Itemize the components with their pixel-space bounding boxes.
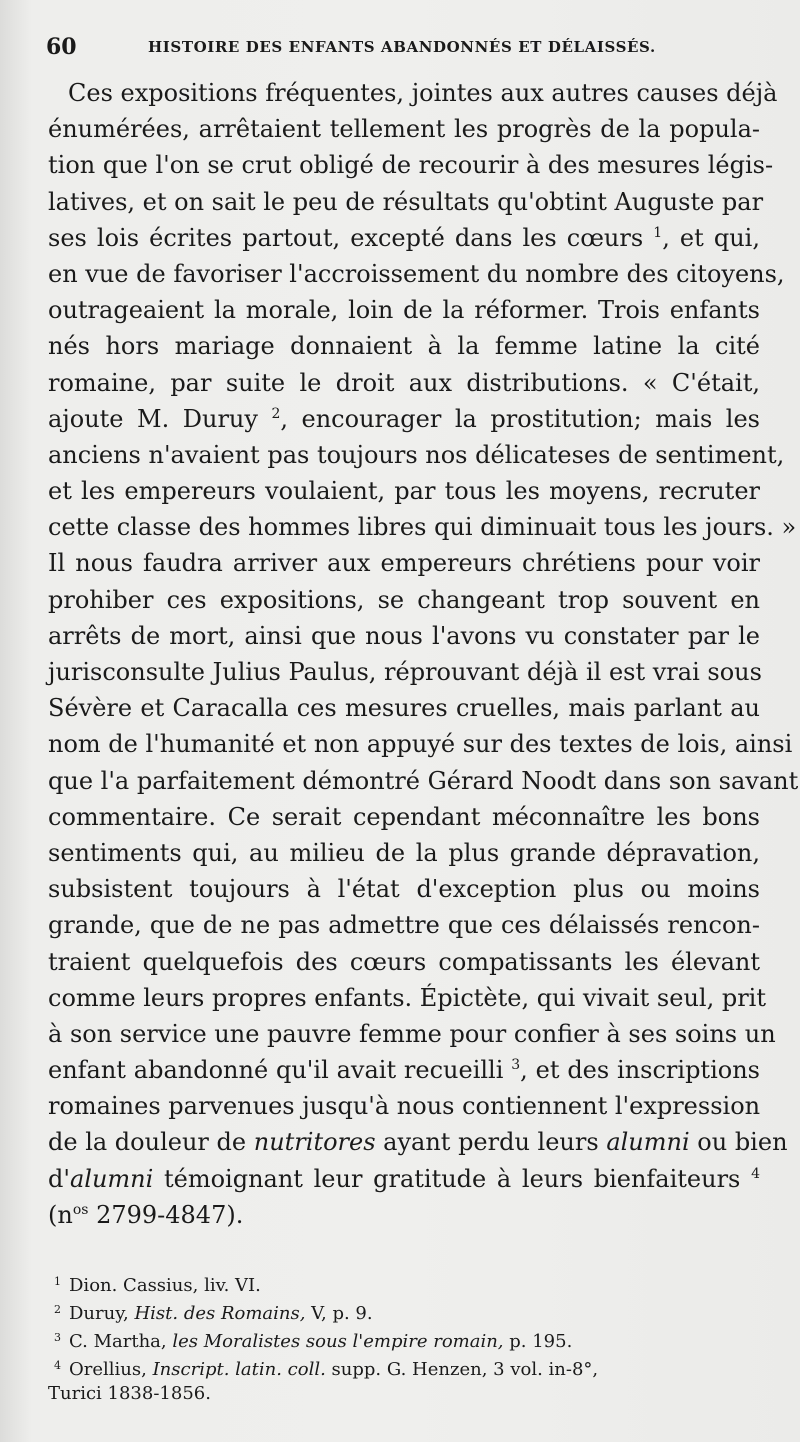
text-segment: d'	[48, 1164, 70, 1193]
superscript: os	[72, 1201, 89, 1218]
text-line: jurisconsulte Julius Paulus, réprouvant déjà il est vrai sous	[48, 658, 762, 686]
footnote-title: les Moralistes sous l'empire romain,	[172, 1331, 504, 1352]
footnotes	[48, 1270, 763, 1406]
text-segment: témoignant leur gratitude à leurs bienfaiteurs	[153, 1164, 741, 1193]
text-line	[48, 1124, 788, 1160]
text-line	[48, 1197, 760, 1233]
text-line: traient quelquefois des cœurs compatissants les élevant	[48, 947, 760, 976]
footnote-ref-2: 2	[271, 405, 281, 422]
italic-term: alumni	[606, 1128, 690, 1157]
text-line: romaines parvenues jusqu'à nous contiennent l'expression	[48, 1092, 761, 1121]
text-line: nom de l'humanité et non appuyé sur des textes de lois, ainsi	[48, 730, 793, 759]
text-line: outrageaient la morale, loin de la réformer. Trois enfants	[48, 296, 760, 325]
text-segment: , et des inscriptions	[520, 1056, 760, 1085]
text-segment: ses lois écrites partout, excepté dans les cœurs	[48, 223, 644, 252]
text-line: et les empereurs voulaient, par tous les moyens, recruter	[48, 477, 760, 506]
text-line: grande, que de ne pas admettre que ces délaissés rencon-	[48, 911, 760, 940]
text-line: cette classe des hommes libres qui diminuait tous les jours. »	[48, 513, 797, 542]
italic-term: alumni	[69, 1164, 154, 1193]
main-text	[48, 75, 799, 1233]
footnote-title: Inscript. latin. coll.	[152, 1359, 326, 1380]
text-line: subsistent toujours à l'état d'exception plus ou moins	[48, 875, 760, 904]
text-line: anciens n'avaient pas toujours nos délicateses de sentiment,	[48, 440, 785, 469]
footnote-ref-4: 4	[751, 1165, 760, 1182]
text-line: latives, et on sait le peu de résultats qu'obtint Auguste par	[48, 187, 764, 216]
page-header	[46, 34, 766, 64]
text-line: prohiber ces expositions, se changeant trop souvent en	[48, 585, 760, 614]
text-segment: ajoute M. Duruy	[48, 404, 258, 433]
footnote-4-continued: Turici 1838-1856.	[48, 1383, 211, 1404]
footnote-3	[48, 1326, 763, 1354]
text-line: Ces expositions fréquentes, jointes aux autres causes déjà	[68, 79, 778, 107]
text-line	[48, 220, 760, 256]
text-segment: ou bien	[689, 1128, 788, 1157]
text-line: Sévère et Caracalla ces mesures cruelles, mais parlant au	[48, 694, 760, 723]
text-segment: de la douleur de	[48, 1128, 247, 1157]
footnote-2	[48, 1298, 763, 1326]
text-line: commentaire. Ce serait cependant méconnaître les bons	[48, 802, 760, 831]
footnote-text: Duruy,	[69, 1303, 135, 1324]
footnote-text: Dion. Cassius, liv. VI.	[69, 1275, 261, 1296]
text-line	[48, 1052, 760, 1088]
text-line: que l'a parfaitement démontré Gérard Noodt dans son savant	[48, 766, 799, 795]
text-line: tion que l'on se crut obligé de recourir à des mesures légis-	[48, 151, 774, 180]
text-segment: , et qui,	[662, 223, 760, 252]
footnote-mark: 1	[54, 1275, 61, 1288]
footnote-ref-1: 1	[653, 224, 663, 241]
footnote-1	[48, 1270, 763, 1298]
text-line: comme leurs propres enfants. Épictète, qui vivait seul, prit	[48, 983, 766, 1012]
italic-term: nutritores	[253, 1128, 376, 1157]
footnote-text: p. 195.	[503, 1331, 573, 1352]
text-line: Il nous faudra arriver aux empereurs chrétiens pour voir	[48, 549, 760, 578]
text-line: arrêts de mort, ainsi que nous l'avons vu constater par le	[48, 621, 760, 650]
footnote-mark: 4	[54, 1359, 61, 1372]
text-segment: , encourager la prostitution; mais les	[280, 404, 760, 433]
footnote-text: Orellius,	[69, 1359, 153, 1380]
footnote-text: V, p. 9.	[305, 1303, 373, 1324]
text-line	[48, 401, 760, 437]
page-number: 60	[46, 34, 77, 60]
text-line	[48, 1161, 760, 1197]
footnote-mark: 2	[54, 1303, 61, 1316]
footnote-4	[48, 1354, 763, 1382]
text-segment: ayant perdu leurs	[375, 1128, 607, 1157]
footnote-ref-3: 3	[511, 1057, 521, 1074]
text-line: sentiments qui, au milieu de la plus grande dépravation,	[48, 838, 760, 867]
running-head: HISTOIRE DES ENFANTS ABANDONNÉS ET DÉLAISSÉS.	[148, 38, 656, 56]
text-line: à son service une pauvre femme pour confier à ses soins un	[48, 1019, 776, 1048]
text-segment: enfant abandonné qu'il avait recueilli	[48, 1056, 504, 1085]
text-line: énumérées, arrêtaient tellement les progrès de la popula-	[48, 115, 760, 144]
text-segment: 2799-4847).	[88, 1200, 244, 1229]
text-line: nés hors mariage donnaient à la femme latine la cité	[48, 332, 760, 361]
text-segment: (n	[48, 1200, 73, 1229]
footnote-mark: 3	[54, 1331, 61, 1344]
footnote-text: supp. G. Henzen, 3 vol. in-8°,	[325, 1359, 599, 1380]
footnote-title: Hist. des Romains,	[134, 1303, 306, 1324]
text-line: en vue de favoriser l'accroissement du nombre des citoyens,	[48, 259, 785, 288]
text-line: romaine, par suite le droit aux distributions. « C'était,	[48, 368, 760, 397]
footnote-text: C. Martha,	[69, 1331, 173, 1352]
